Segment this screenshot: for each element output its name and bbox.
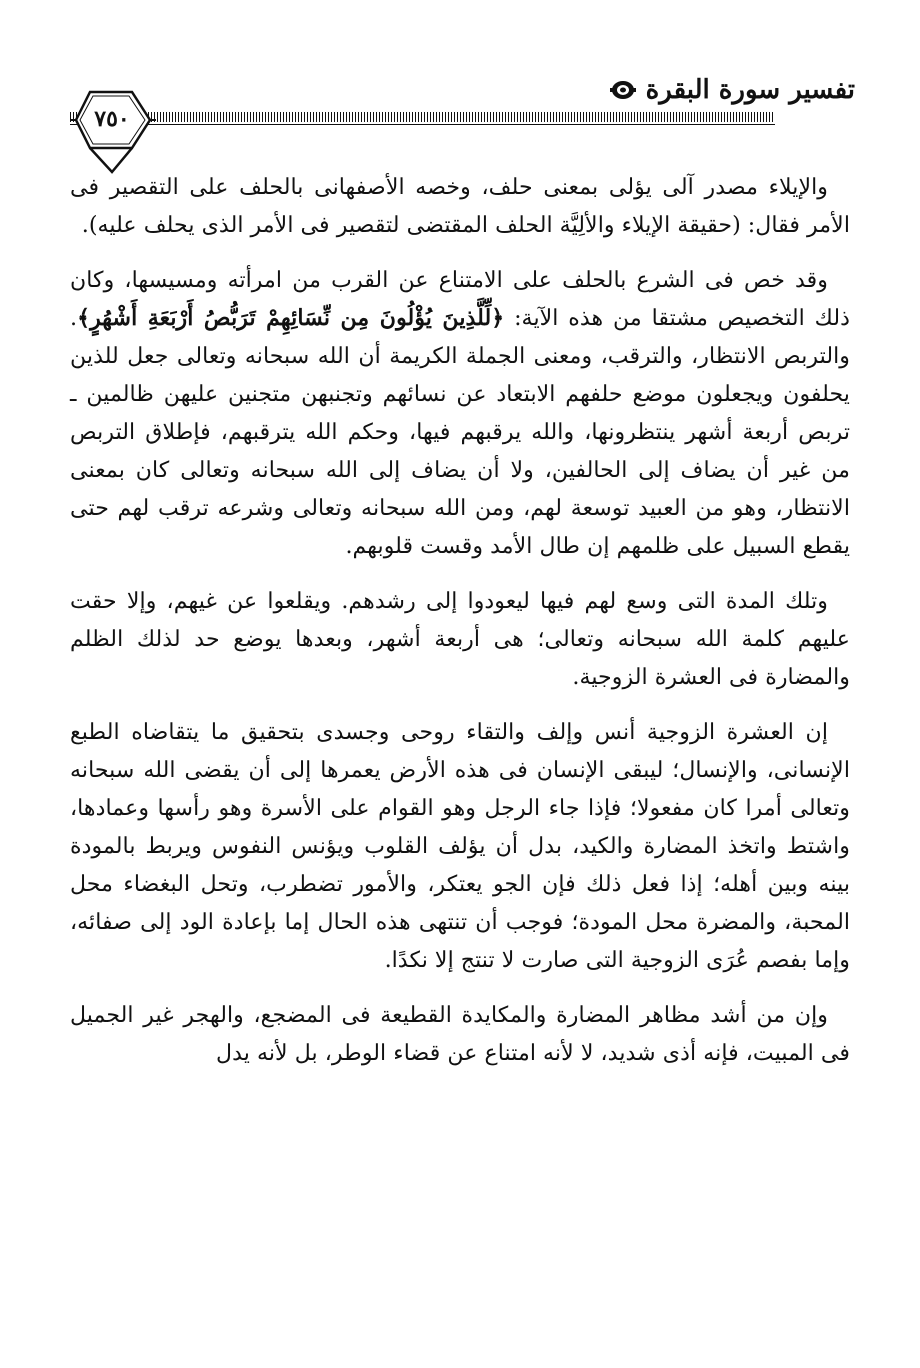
- paragraph-2-rest: . والتربص الانتظار، والترقب، ومعنى الجملة الكريمة أن الله سبحانه وتعالى جعل للذين يحلفون ويجعلون موضع حلفهم الابتعاد عن نسائهم وتجنبهن متجنين عليهن ظالمين ـ تربص أربعة أشهر ينتظرونها، والله يرقبهم فيها، وحكم الله يترقبهم، فإطلاق التربص من غير أن يضاف إلى الحالفين، ولا أن يضاف إلى الله سبحانه وتعالى كان بمعنى الانتظار، وهو من العبيد توسعة لهم، ومن الله سبحانه وتعالى وشرعه ترقب لهم حتى يقطع السبيل على ظلمهم إن طال الأمد وقست قلوبهم.: [70, 305, 850, 559]
- paragraph-3: وتلك المدة التى وسع لهم فيها ليعودوا إلى رشدهم. ويقلعوا عن غيهم، وإلا حقت عليهم كلمة الله سبحانه وتعالى؛ هى أربعة أشهر، وبعدها يوضع حد لذلك الظلم والمضارة فى العشرة الزوجية.: [70, 588, 850, 690]
- page-header: [70, 62, 855, 162]
- running-title: تفسير سورة البقرة: [645, 75, 855, 105]
- running-header: [610, 70, 855, 110]
- paragraph-5: وإن من أشد مظاهر المضارة والمكايدة القطيعة فى المضجع، والهجر غير الجميل فى المبيت، فإنه أذى شديد، لا لأنه امتناع عن قضاء الوطر، بل لأنه يدل: [70, 1002, 850, 1066]
- paragraph-1: والإيلاء مصدر آلى يؤلى بمعنى حلف، وخصه الأصفهانى بالحلف على التقصير فى الأمر فقال: (حقيقة الإيلاء والألِيَّة الحلف المقتضى لتقصير فى الأمر الذى يحلف عليه).: [70, 174, 850, 238]
- ornament-icon: [610, 79, 636, 101]
- page-number: ٧٥٠: [94, 106, 130, 132]
- paragraph-2-intro: وقد خص فى الشرع بالحلف على الامتناع عن القرب من امرأته ومسيسها، وكان ذلك التخصيص مشتقا من هذه الآية:: [70, 267, 850, 331]
- paragraph-4: إن العشرة الزوجية أنس وإلف والتقاء روحى وجسدى بتحقيق ما يتقاضاه الطبع الإنسانى، والإنسال؛ ليبقى الإنسان فى هذه الأرض يعمرها إلى أن يقضى الله سبحانه وتعالى أمرا كان مفعولا؛ فإذا جاء الرجل وهو القوام على الأسرة وهو رأسها وعمادها، واشتط واتخذ المضارة والكيد، بدل أن يؤلف القلوب ويؤنس النفوس ويربط بالمودة بينه وبين أهله؛ إذا فعل ذلك فإن الجو يعتكر، والأمور تضطرب، وتحل البغضاء محل المحبة، والمضرة محل المودة؛ فوجب أن تنتهى هذه الحال إما بإعادة الود إلى صفائه، وإما بفصم عُرَى الزوجية التى صارت لا تنتج إلا نكدًا.: [70, 719, 850, 973]
- quran-verse: ﴿لِّلَّذِينَ يُؤْلُونَ مِن نِّسَائِهِمْ تَرَبُّصُ أَرْبَعَةِ أَشْهُرٍ﴾: [77, 305, 505, 331]
- paragraph-2: [70, 261, 850, 565]
- page-body: [70, 168, 850, 1089]
